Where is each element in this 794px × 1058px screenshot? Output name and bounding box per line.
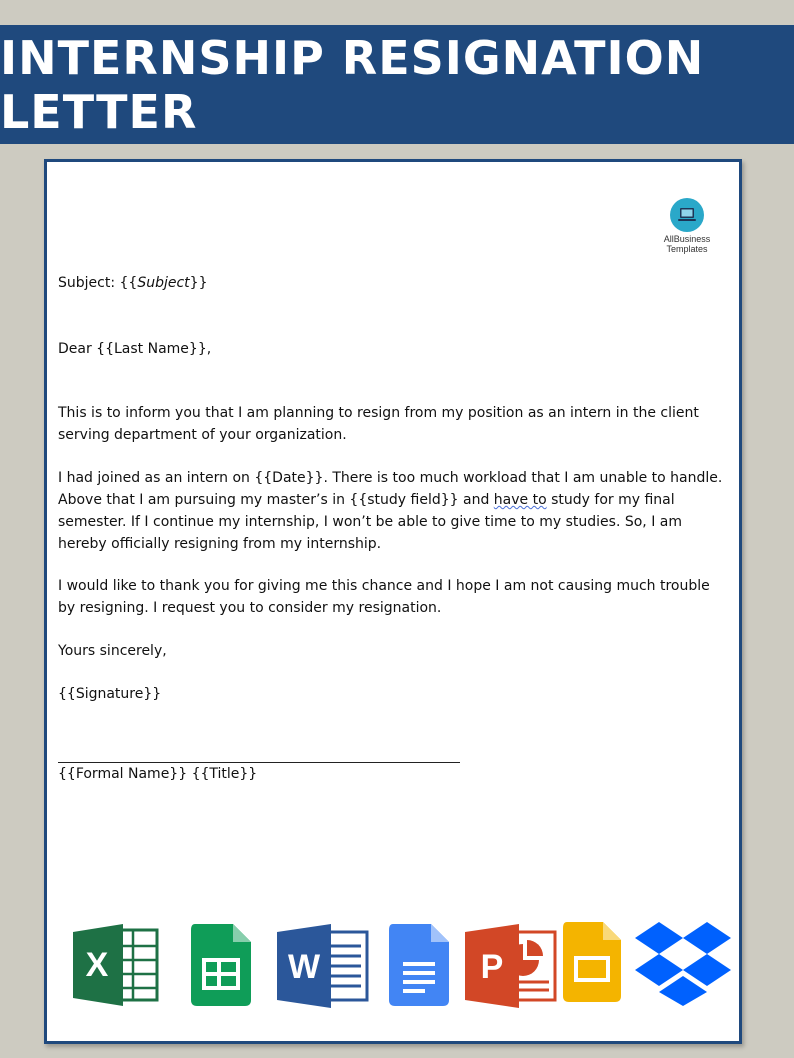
excel-icon[interactable] [73, 924, 159, 1006]
letter-page [44, 159, 742, 1044]
title-banner [0, 25, 794, 144]
formal-name: {{Formal Name}} {{Title}} [58, 766, 258, 782]
svg-text:X: X [85, 946, 109, 984]
app-icons-row [73, 920, 733, 1012]
allbusiness-logo [657, 198, 717, 254]
paragraph-2: I had joined as an intern on {{Date}}. There is too much workload that I am unable to handle. Above that I am pursuing my master’s in {{study field}} and have to study for my final semester. If I continue my internship, I won’t be able to give time to my studies. So, I am hereby officially resigning from my internship. [58, 470, 723, 552]
svg-text:P: P [480, 948, 504, 986]
dropbox-icon[interactable] [635, 920, 731, 1008]
salutation: Dear {{Last Name}}, [58, 341, 212, 357]
closing: Yours sincerely, [58, 643, 167, 659]
google-sheets-icon[interactable] [191, 924, 251, 1006]
logo-text: AllBusiness Templates [663, 234, 711, 254]
powerpoint-icon[interactable] [465, 924, 557, 1008]
google-docs-icon[interactable] [389, 924, 449, 1006]
page-title: INTERNSHIP RESIGNATION LETTER [0, 30, 705, 139]
google-slides-icon[interactable] [563, 922, 621, 1002]
paragraph-1: This is to inform you that I am planning to resign from my position as an intern in the client serving department of your organization. [58, 405, 699, 443]
svg-text:W: W [287, 948, 321, 986]
subject-line: Subject: {{Subject}} [58, 275, 208, 291]
laptop-icon [670, 198, 704, 232]
paragraph-3: I would like to thank you for giving me this chance and I hope I am not causing much trouble by resigning. I request you to consider my resignation. [58, 578, 710, 616]
signature-placeholder: {{Signature}} [58, 686, 162, 702]
word-icon[interactable] [277, 924, 369, 1008]
spellcheck-underline: have to [493, 492, 547, 508]
